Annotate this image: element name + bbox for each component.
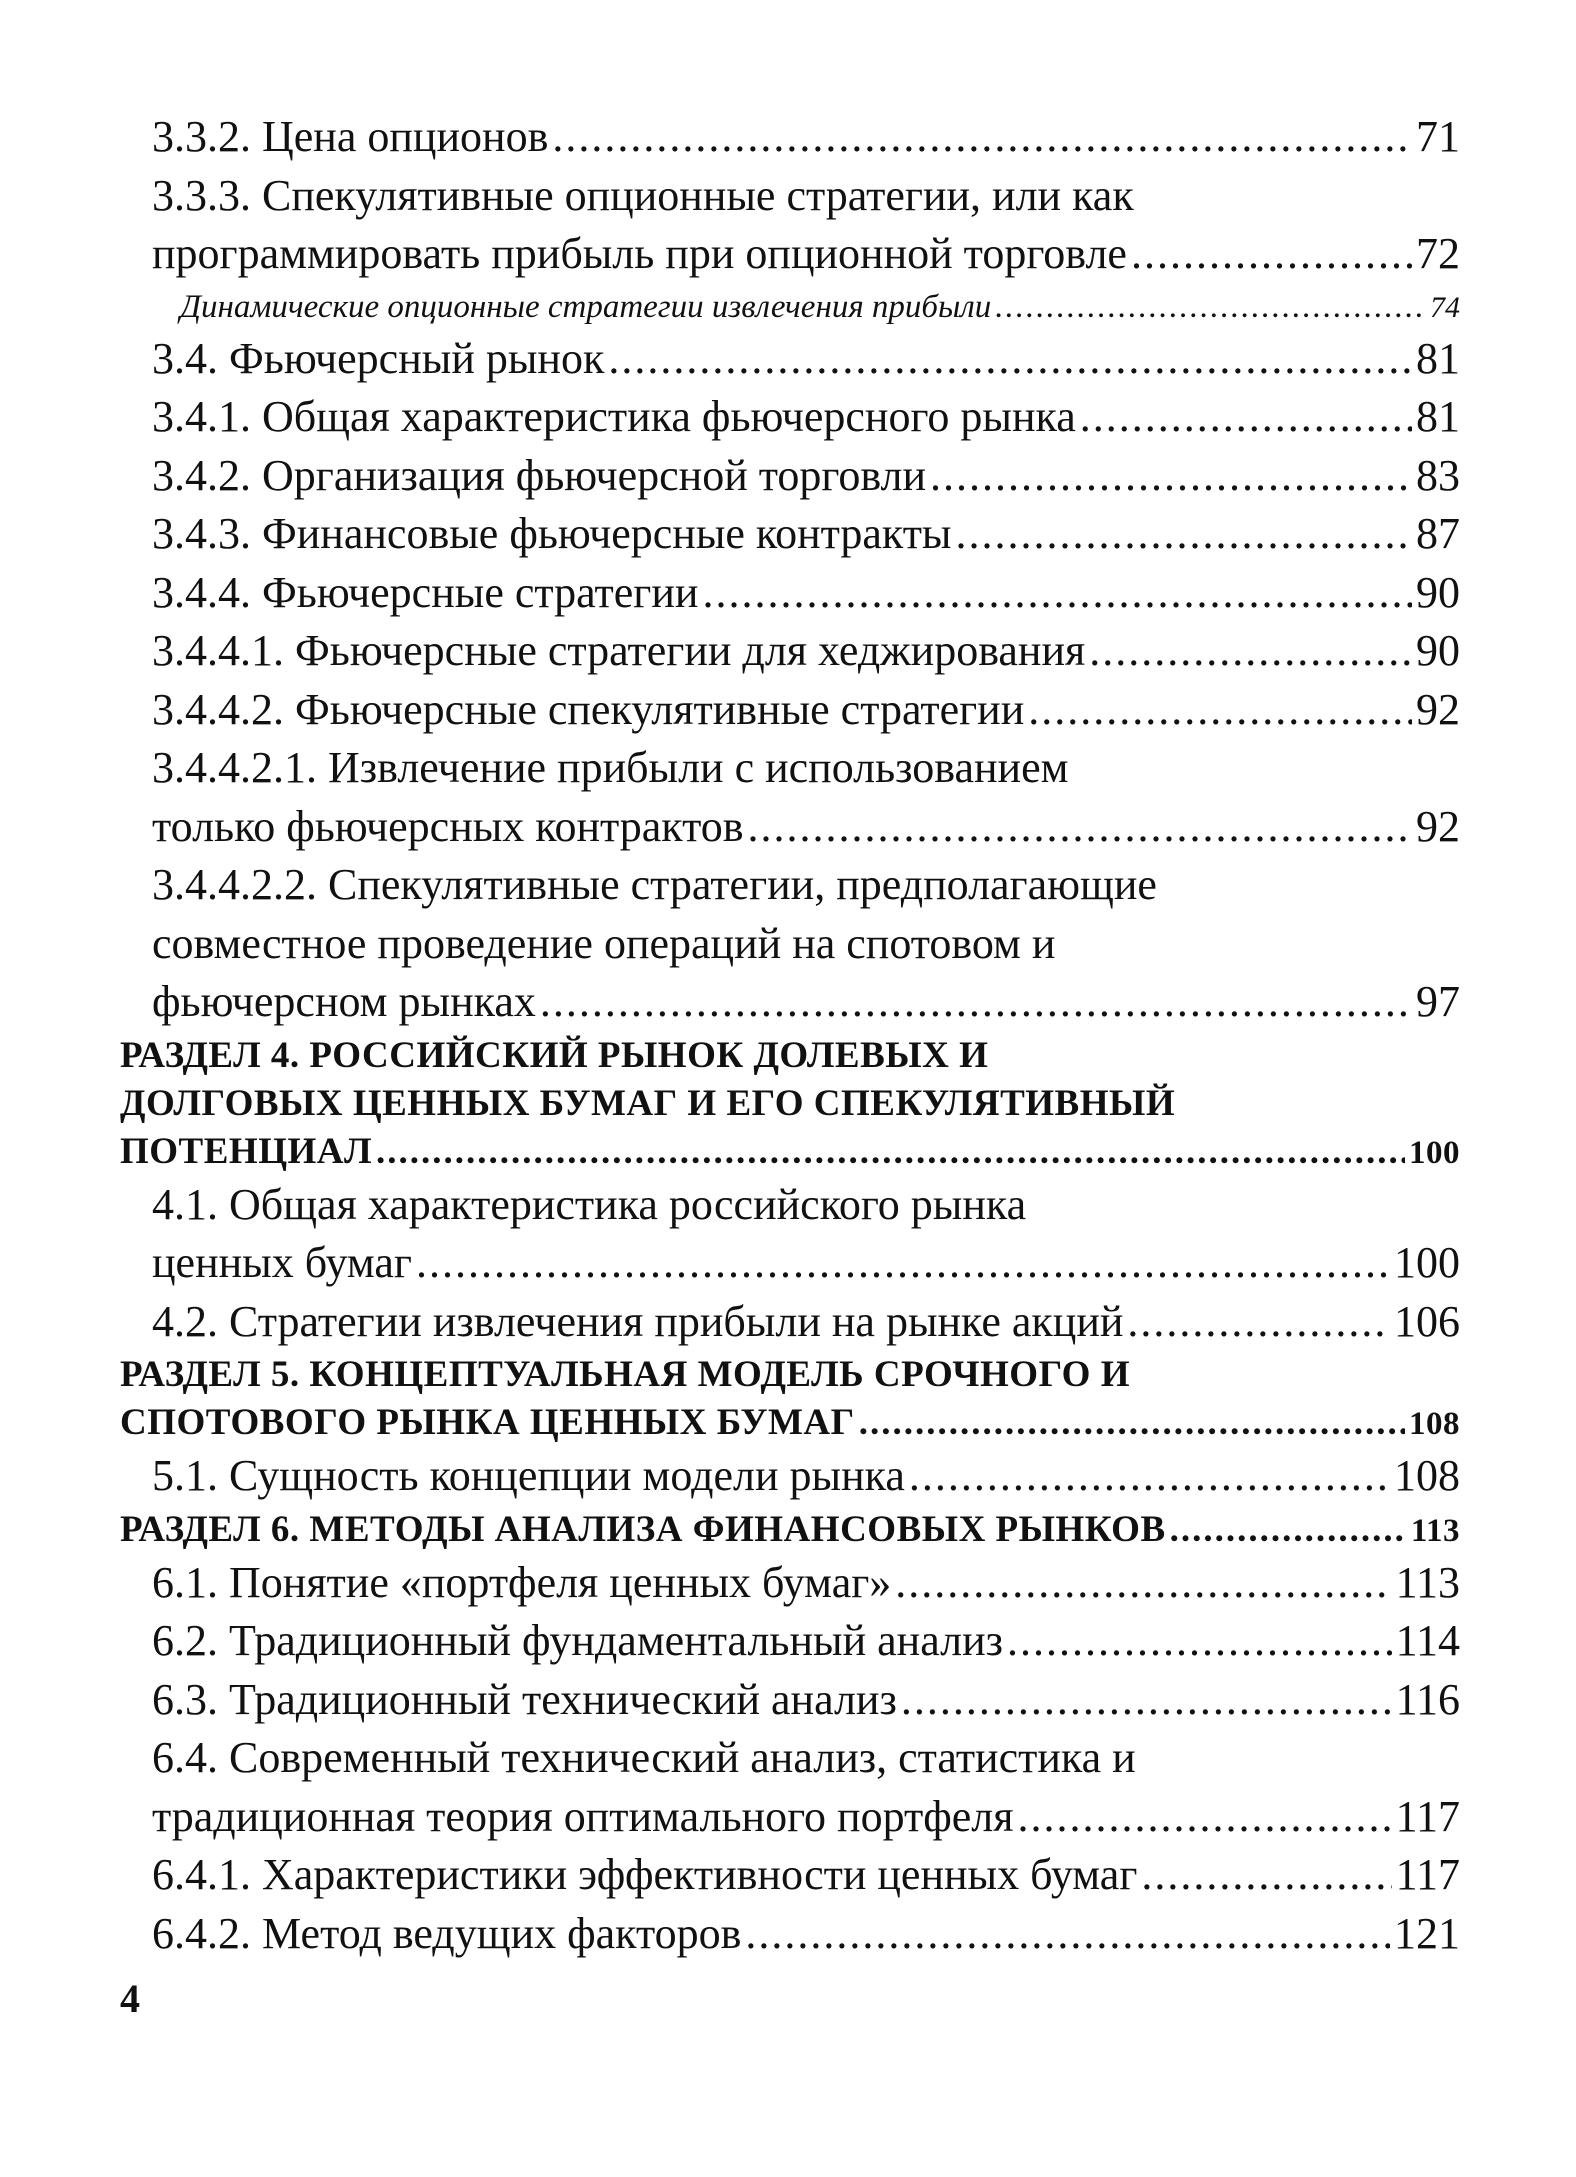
- toc-entry-title: 3.4.4. Фьючерсные стратегии: [152, 567, 699, 617]
- toc-entry-page: 90: [1416, 626, 1460, 675]
- toc-entry: [120, 1788, 1460, 1847]
- toc-entry-page: 87: [1416, 509, 1460, 558]
- page-number: 4: [120, 1976, 140, 2021]
- toc-entry: [120, 798, 1460, 857]
- toc-leader-dots: [1141, 1846, 1391, 1905]
- toc-entry: [120, 1905, 1460, 1964]
- toc-entry: [120, 856, 1460, 915]
- toc-leader-dots: [956, 505, 1413, 564]
- toc-leader-dots: [1080, 388, 1412, 447]
- toc-entry-page: 74: [1430, 290, 1460, 324]
- toc-entry-title: 6.3. Традиционный технический анализ: [152, 1674, 897, 1724]
- toc-entry-page: 116: [1395, 1674, 1460, 1724]
- toc-entry-title: программировать прибыль при опционной торговле: [152, 229, 1127, 278]
- toc-section-heading: [120, 1506, 1460, 1554]
- toc-entry-page: 106: [1394, 1296, 1460, 1346]
- toc-entry-title: 6.4.2. Метод ведущих факторов: [152, 1908, 742, 1958]
- toc-entry-page: 97: [1416, 977, 1460, 1026]
- toc-section-heading: [120, 1032, 1460, 1080]
- toc-section-heading: [120, 1080, 1460, 1128]
- toc-entry-title: 6.2. Традиционный фундаментальный анализ: [152, 1616, 1003, 1665]
- toc-entry-page: 90: [1416, 567, 1460, 617]
- toc-entry-title: фьючерсном рынках: [152, 977, 536, 1026]
- toc-entry-page: 92: [1416, 684, 1460, 734]
- toc-entry: [120, 1293, 1460, 1352]
- toc-entry-title: 4.1. Общая характеристика российского рынка: [152, 1179, 1027, 1229]
- toc-entry-title: традиционная теория оптимального портфеля: [152, 1791, 1014, 1841]
- toc-entry-page: 72: [1416, 229, 1460, 278]
- toc-entry: [120, 388, 1460, 447]
- toc-leader-dots: [608, 330, 1412, 389]
- toc-entry-title: 3.4.1. Общая характеристика фьючерсного рынка: [152, 392, 1076, 441]
- toc-entry: [120, 284, 1460, 330]
- toc-leader-dots: [745, 1905, 1390, 1964]
- toc-entry-title: 6.1. Понятие «портфеля ценных бумаг»: [152, 1557, 892, 1607]
- toc-entry: [120, 973, 1460, 1032]
- toc-leader-dots: [540, 973, 1412, 1032]
- toc-entry: [120, 1176, 1460, 1235]
- toc-entry-page: 113: [1395, 1557, 1460, 1607]
- toc-leader-dots: [1028, 681, 1412, 740]
- toc-entry-title: 3.4.4.2. Фьючерсные спекулятивные стратегии: [152, 684, 1025, 734]
- toc-entry-title: СПОТОВОГО РЫНКА ЦЕННЫХ БУМАГ: [120, 1402, 855, 1443]
- toc-entry: [120, 564, 1460, 623]
- toc-entry: [120, 108, 1460, 167]
- toc-entry-page: 71: [1416, 112, 1460, 161]
- toc-entry-title: РАЗДЕЛ 6. МЕТОДЫ АНАЛИЗА ФИНАНСОВЫХ РЫНКОВ: [120, 1508, 1166, 1550]
- toc-leader-dots: [1131, 225, 1412, 284]
- toc-entry: [120, 225, 1460, 284]
- toc-leader-dots: [416, 1234, 1390, 1293]
- toc-entry: [120, 505, 1460, 564]
- toc-section-heading: [120, 1351, 1460, 1399]
- toc-leader-dots: [995, 284, 1426, 330]
- toc-entry-page: 117: [1395, 1791, 1460, 1841]
- toc-section-heading: [120, 1399, 1460, 1447]
- toc-leader-dots: [895, 1554, 1391, 1613]
- toc-leader-dots: [859, 1399, 1405, 1447]
- toc-entry: [120, 1554, 1460, 1613]
- toc-entry: [120, 739, 1460, 798]
- toc-leader-dots: [1007, 1612, 1392, 1671]
- toc-entry-title: 3.4.4.2.1. Извлечение прибыли с использованием: [152, 743, 1069, 792]
- toc-entry-title: Динамические опционные стратегии извлечения прибыли: [180, 288, 992, 325]
- toc-leader-dots: [1170, 1506, 1407, 1554]
- toc-entry-page: 81: [1416, 392, 1460, 441]
- toc-entry: [120, 915, 1460, 974]
- toc-entry-title: ПОТЕНЦИАЛ: [120, 1130, 373, 1172]
- toc-entry-page: 108: [1409, 1406, 1460, 1442]
- toc-entry-title: 3.4.3. Финансовые фьючерсные контракты: [152, 509, 952, 558]
- toc-entry-title: РАЗДЕЛ 5. КОНЦЕПТУАЛЬНАЯ МОДЕЛЬ СРОЧНОГО И: [120, 1354, 1130, 1395]
- toc-leader-dots: [702, 564, 1412, 623]
- toc-entry: [120, 1447, 1460, 1506]
- toc-leader-dots: [901, 1671, 1392, 1730]
- toc-entry-page: 100: [1394, 1238, 1460, 1287]
- toc-entry-page: 114: [1395, 1616, 1460, 1665]
- toc-entry: [120, 1612, 1460, 1671]
- toc-entry-title: 4.2. Стратегии извлечения прибыли на рынке акций: [152, 1296, 1124, 1346]
- toc-entry-title: 5.1. Сущность концепции модели рынка: [152, 1451, 905, 1500]
- toc-entry-page: 83: [1416, 450, 1460, 500]
- toc-entry-page: 108: [1394, 1451, 1460, 1500]
- toc-entry: [120, 681, 1460, 740]
- toc-entry: [120, 330, 1460, 389]
- toc-section-heading: [120, 1128, 1460, 1176]
- toc-entry-page: 117: [1395, 1850, 1460, 1899]
- toc-entry-title: 3.4. Фьючерсный рынок: [152, 333, 605, 383]
- toc-entry-page: 100: [1409, 1134, 1460, 1171]
- toc-entry-page: 113: [1410, 1512, 1460, 1549]
- toc-entry-title: РАЗДЕЛ 4. РОССИЙСКИЙ РЫНОК ДОЛЕВЫХ И: [120, 1034, 989, 1076]
- toc-entry-title: 3.4.4.2.2. Спекулятивные стратегии, предполагающие: [152, 860, 1157, 909]
- toc-entry-title: ДОЛГОВЫХ ЦЕННЫХ БУМАГ И ЕГО СПЕКУЛЯТИВНЫЙ: [120, 1082, 1176, 1124]
- toc-entry: [120, 1729, 1460, 1788]
- toc-leader-dots: [376, 1128, 1405, 1176]
- toc-entry-page: 81: [1416, 333, 1460, 383]
- toc-entry-page: 92: [1416, 801, 1460, 851]
- toc-leader-dots: [1127, 1293, 1390, 1352]
- toc-entry-title: 6.4.1. Характеристики эффективности ценных бумаг: [152, 1850, 1138, 1899]
- toc-leader-dots: [909, 1447, 1390, 1506]
- toc-entry-title: только фьючерсных контрактов: [152, 801, 744, 851]
- toc-entry-page: 121: [1394, 1908, 1460, 1958]
- toc-entry: [120, 622, 1460, 681]
- toc-leader-dots: [1089, 622, 1412, 681]
- toc-leader-dots: [552, 108, 1412, 167]
- toc-entry-title: 3.4.2. Организация фьючерсной торговли: [152, 450, 927, 500]
- toc-leader-dots: [1017, 1788, 1391, 1847]
- toc-entry: [120, 1234, 1460, 1293]
- toc-entry: [120, 167, 1460, 226]
- toc-leader-dots: [748, 798, 1412, 857]
- toc-entry: [120, 1671, 1460, 1730]
- toc-entry: [120, 447, 1460, 506]
- toc-entry-title: 3.3.3. Спекулятивные опционные стратегии, или как: [152, 170, 1134, 220]
- toc-entry: [120, 1846, 1460, 1905]
- toc-entry-title: ценных бумаг: [152, 1238, 412, 1287]
- toc-entry-title: 6.4. Современный технический анализ, статистика и: [152, 1733, 1136, 1782]
- toc-entry-title: совместное проведение операций на спотовом и: [152, 918, 1056, 968]
- toc-leader-dots: [930, 447, 1412, 506]
- toc-entry-title: 3.4.4.1. Фьючерсные стратегии для хеджирования: [152, 626, 1086, 675]
- toc-entry-title: 3.3.2. Цена опционов: [152, 112, 549, 161]
- table-of-contents: [120, 108, 1460, 1963]
